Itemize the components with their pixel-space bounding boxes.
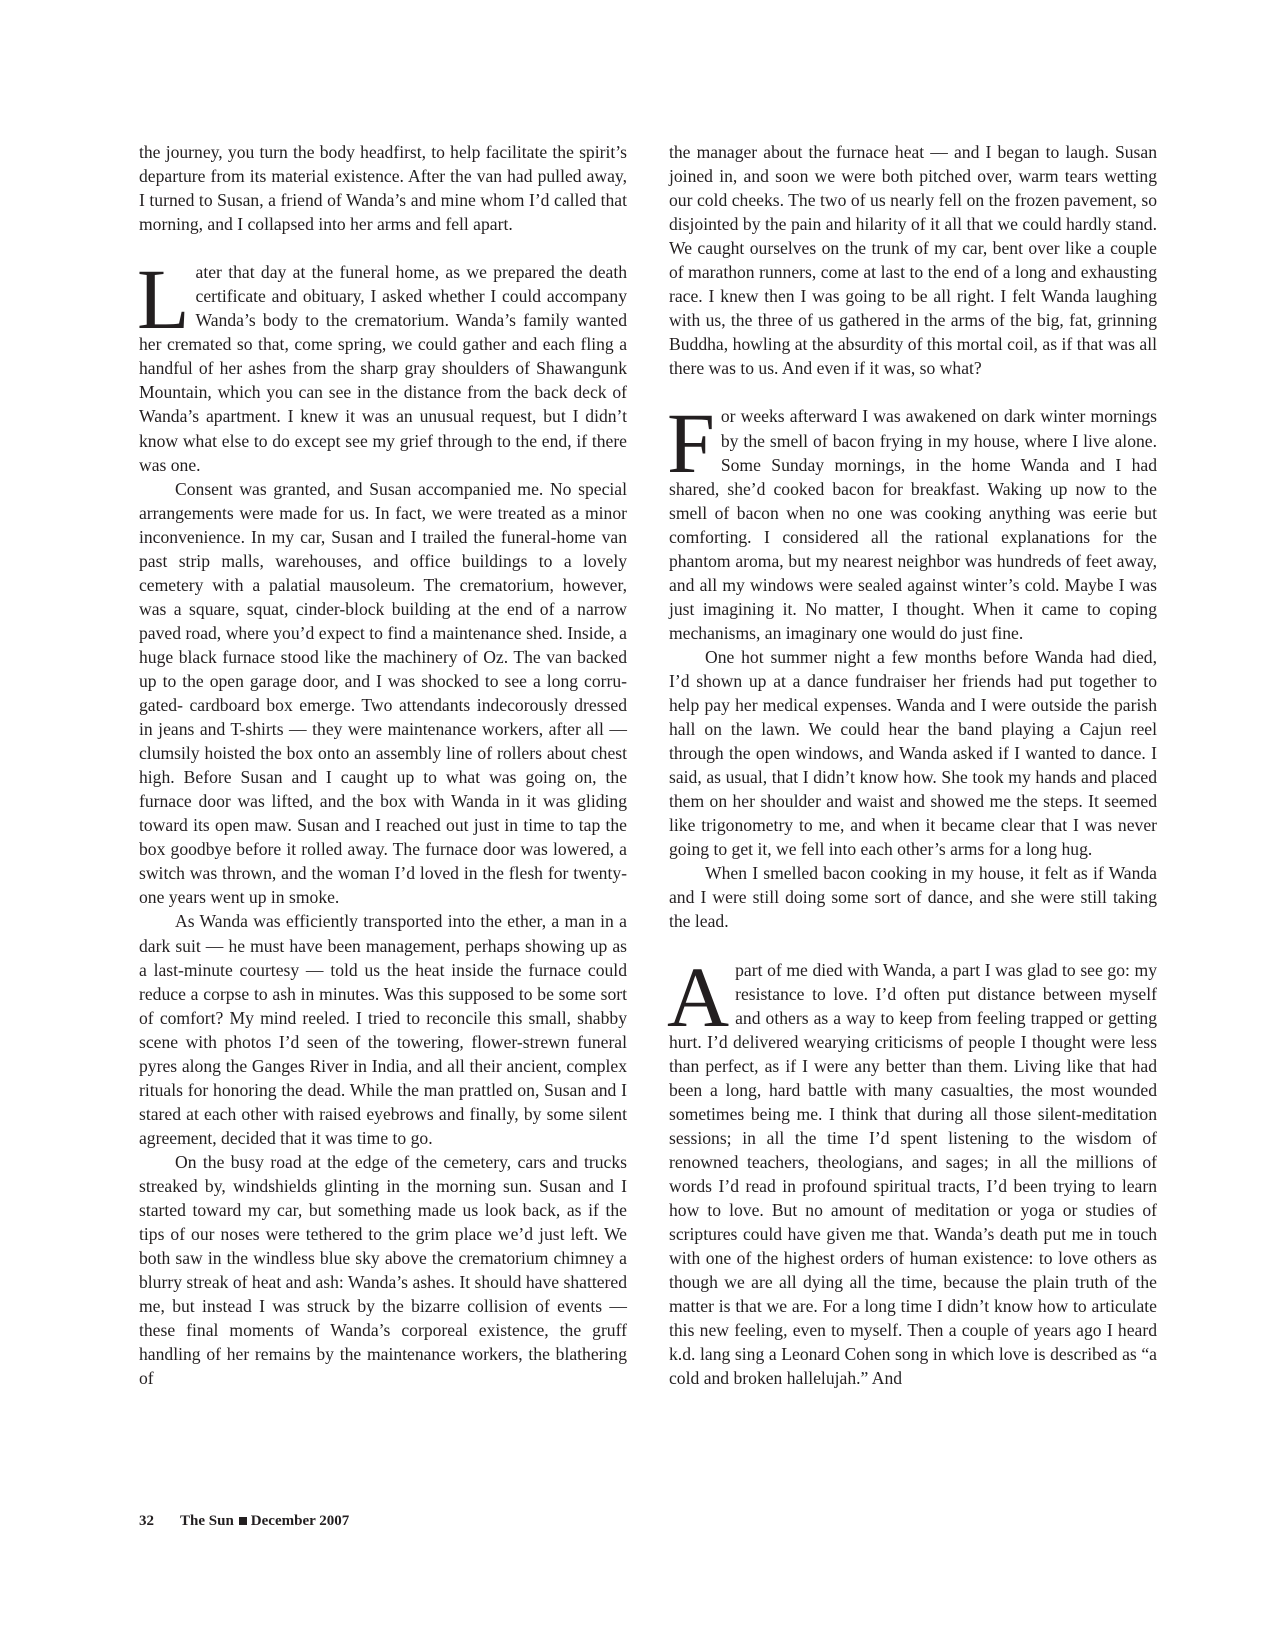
square-bullet-icon [239,1517,247,1525]
left-column [139,140,627,1390]
publication-name: The Sun [180,1513,234,1529]
paragraph: On the busy road at the edge of the cemetery, cars and trucks streaked by, windshields glinting in the morning sun. Susan and I started toward my car, but something made us look back, as if the tips of our noses were tethered to the grim place we’d just left. We both saw in the windless blue sky above the crematorium chimney a blurry streak of heat and ash: Wanda’s ashes. It should have shattered me, but instead I was struck by the bizarre collision of events — these final moments of Wanda’s corporeal existence, the gruff handling of her remains by the maintenance workers, the blathering of [139,1151,627,1389]
issue-date: December 2007 [250,1513,350,1529]
page-footer [139,1513,349,1530]
section-break [669,380,1157,404]
paragraph: As Wanda was efficiently transported into the ether, a man in a dark suit — he must have been management, perhaps showing up as a last-minute courtesy — told us the heat inside the furnace could reduce a corpse to ash in minutes. Was this supposed to be some sort of comfort? My mind reeled. I tried to reconcile this small, shabby scene with photos I’d seen of the towering, flower-strewn funeral pyres along the Ganges River in India, and all their ancient, complex rituals for honoring the dead. While the man prattled on, Susan and I stared at each other with raised eyebrows and finally, by some silent agreement, decided that it was time to go. [139,911,627,1148]
paragraph: When I smelled bacon cooking in my house, it felt as if Wanda and I were still doing some sort of dance, and she were still taking the lead. [669,863,1157,932]
drop-cap-paragraph: Later that day at the funeral home, as we prepared the death certificate and obituary, I asked whether I could accompany Wanda’s body to the crematorium. Wanda’s family wanted her cremated so that, come spring, we could gather and each fling a handful of her ashes from the sharp gray shoulders of Shawangunk Mountain, which you can see in the distance from the back deck of Wanda’s apartment. I knew it was an unusual request, but I didn’t know what else to do except see my grief through to the end, if there was one. [137,251,627,475]
section-break [139,236,627,260]
drop-cap-paragraph: Apart of me died with Wanda, a part I was glad to see go: my resistance to love. I’d often put distance between myself and others as a way to keep from feeling trapped or getting hurt. I’d delivered wearying criticisms of people I thought were less than perfect, as if I were any better than them. Living like that had been a long, hard battle with many casualties, the most wounded sometimes being me. I think that during all those silent-meditation sessions; in all the time I’d spent listening to the wisdom of renowned teachers, theologians, and sages; in all the millions of words I’d read in profound spiritual tracts, I’d been trying to learn how to love. But no amount of meditation or yoga or studies of scriptures could have given me that. Wanda’s death put me in touch with one of the highest orders of human existence: to love others as though we are all dying all the time, because the plain truth of the matter is that we are. For a long time I didn’t know how to articulate this new feeling, even to myself. Then a couple of years ago I heard k.d. lang sing a Leonard Cohen song in which love is described as “a cold and broken hallelujah.” And [667,948,1157,1389]
paragraph: the journey, you turn the body headfirst, to help facilitate the spirit’s departure from its material existence. After the van had pulled away, I turned to Susan, a friend of Wanda’s and mine whom I’d called that morning, and I collapsed into her arms and fell apart. [139,142,627,235]
section-break [669,934,1157,958]
drop-cap-paragraph: For weeks afterward I was awakened on dark winter mornings by the smell of bacon frying in my house, where I live alone. Some Sunday mornings, in the home Wanda and I had shared, she’d cooked bacon for breakfast. Waking up now to the smell of bacon when no one was cooking anything was eerie but comforting. I considered all the rational explanations for the phantom aroma, but my nearest neighbor was hundreds of feet away, and all my windows were sealed against winter’s cold. Maybe I was just imagining it. No matter, I thought. When it came to coping mechanisms, an imaginary one would do just fine. [667,395,1157,643]
paragraph: the manager about the furnace heat — and I began to laugh. Susan joined in, and soon we were both pitched over, warm tears wetting our cold cheeks. The two of us nearly fell on the frozen pavement, so disjointed by the pain and hilarity of it all that we could hardly stand. We caught ourselves on the trunk of my car, bent over like a couple of marathon runners, come at last to the end of a long and exhausting race. I knew then I was going to be all right. I felt Wanda laughing with us, the three of us gathered in the arms of the big, fat, grinning Buddha, howling at the absurdity of this mortal coil, as if that was all there was to us. And even if it was, so what? [669,142,1157,379]
page-number: 32 [139,1513,154,1529]
right-column [669,140,1157,1390]
paragraph: One hot summer night a few months before Wanda had died, I’d shown up at a dance fundraiser her friends had put together to help pay her medical expenses. Wanda and I were outside the parish hall on the lawn. We could hear the band playing a Cajun reel through the open windows, and Wanda asked if I wanted to dance. I said, as usual, that I didn’t know how. She took my hands and placed them on her shoulder and waist and showed me the steps. It seemed like trigonometry to me, and when it became clear that I was never going to get it, we fell into each other’s arms for a long hug. [669,646,1157,860]
paragraph: Consent was granted, and Susan accompanied me. No special arrangements were made for us. In fact, we were treated as a minor inconvenience. In my car, Susan and I trailed the funeral-home van past strip malls, warehouses, and office buildings to a lovely cemetery with a palatial mausoleum. The crematorium, however, was a square, squat, cinder-block building at the end of a narrow paved road, where you’d expect to find a maintenance shed. Inside, a huge black furnace stood like the machinery of Oz. The van backed up to the open garage door, and I was shocked to see a long corrugated- cardboard box emerge. Two attendants indecorously dressed in jeans and T-shirts — they were maintenance workers, after all — clumsily hoisted the box onto an assembly line of rollers about chest high. Before Susan and I caught up to what was going on, the furnace door was lifted, and the box with Wanda in it was gliding toward its open maw. Susan and I reached out just in time to tap the box goodbye before it rolled away. The furnace door was lowered, a switch was thrown, and the woman I’d loved in the flesh for twenty-one years went up in smoke. [139,478,627,908]
